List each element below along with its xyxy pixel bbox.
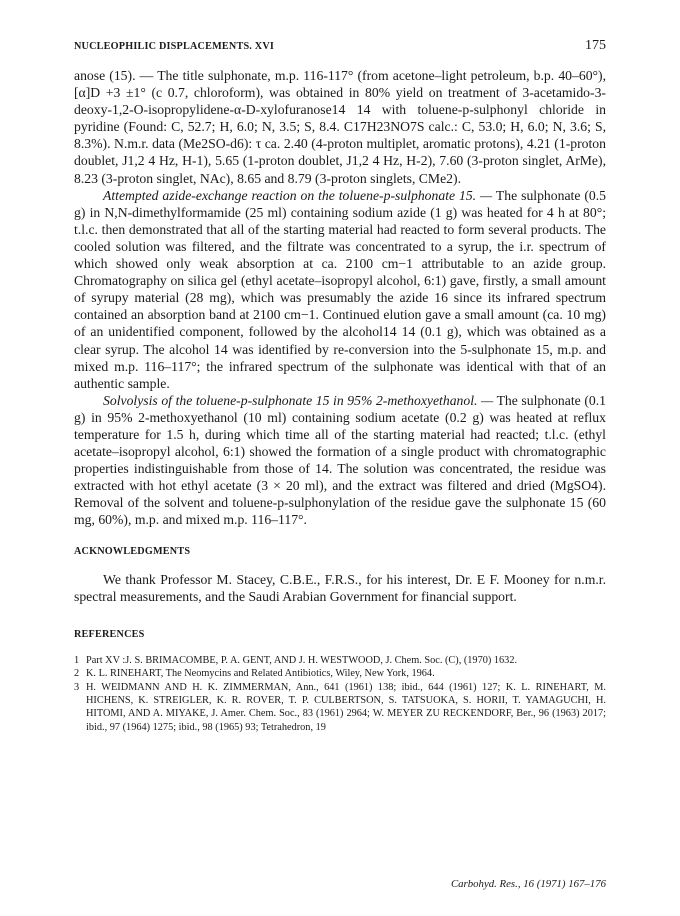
acknowledgments-text: We thank Professor M. Stacey, C.B.E., F.R.S., for his interest, Dr. E F. Mooney for n.m.r. spectral measurements, and the Saudi Arabian Government for financial support. xyxy=(74,571,606,604)
running-head xyxy=(74,38,606,54)
paragraph-solvolysis-text: The sulphonate (0.1 g) in 95% 2-methoxyethanol (10 ml) containing sodium acetate (0.2 g) was heated at reflux temperature for 1.5 h, during which time all of the starting material had reacted; t.l.c. (ethyl acetate–isopropyl alcohol, 6:1) showed the formation of a single product with chromatographic properties indistinguishable from those of 14. The solution was concentrated, the residue was extracted with hot ethyl acetate (3 × 20 ml), and the extract was filtered and dried (MgSO4). Removal of the solvent and toluene-p-sulphonylation of the residue gave the sulphonate 15 (60 mg, 60%), m.p. and mixed m.p. 116–117°. xyxy=(74,392,606,528)
reference-item xyxy=(74,681,606,735)
reference-text: H. WEIDMANN AND H. K. ZIMMERMAN, Ann., 641 (1961) 138; ibid., 644 (1961) 127; K. L. RINEHART, M. HICHENS, K. STREIGLER, K. R. ROVER, T. P. CULBERTSON, S. TATSUOKA, S. HORII, T. YAMAGUCHI, H. HITOMI, AND A. MIYAKE, J. Amer. Chem. Soc., 83 (1961) 2964; W. MEYER ZU RECKENDORF, Ber., 96 (1963) 2017; ibid., 97 (1964) 1275; ibid., 98 (1965) 93; Tetrahedron, 19 xyxy=(86,681,606,733)
reference-text: Part XV :J. S. BRIMACOMBE, P. A. GENT, AND J. H. WESTWOOD, J. Chem. Soc. (C), (1970) 1632. xyxy=(86,654,518,666)
references-heading: REFERENCES xyxy=(74,628,145,640)
reference-list xyxy=(74,654,606,734)
reference-text: K. L. RINEHART, The Neomycins and Related Antibiotics, Wiley, New York, 1964. xyxy=(86,668,435,680)
subheading-azide-exchange: Attempted azide-exchange reaction on the toluene-p-sulphonate 15. — xyxy=(103,187,493,203)
paragraph-solvolysis xyxy=(74,392,606,529)
reference-number: 3 xyxy=(74,681,80,693)
reference-number: 1 xyxy=(74,654,80,666)
reference-item xyxy=(74,667,606,680)
reference-item xyxy=(74,654,606,667)
paragraph-compound-15: anose (15). — The title sulphonate, m.p. 116-117° (from acetone–light petroleum, b.p. 40–60°), [α]D +3 ±1° (c 0.7, chloroform), was obtained in 80% yield on treatment of 3-acetamido-3-deoxy-1,2-O-isopropylidene-α-D-xylofuranose14 14 with toluene-p-sulphonyl chloride in pyridine (Found: C, 52.7; H, 6.0; N, 3.5; S, 8.4. C17H23NO7S calc.: C, 53.0; H, 6.0; N, 3.6; S, 8.3%). N.m.r. data (Me2SO-d6): τ ca. 2.40 (4-proton multiplet, aromatic protons), 4.21 (1-proton doublet, J1,2 4 Hz, H-1), 5.65 (1-proton doublet, J1,2 4 Hz, H-2), 7.60 (3-proton singlet, ArMe), 8.23 (3-proton singlet, NAc), 8.65 and 8.79 (3-proton singlets, CMe2). xyxy=(74,68,606,186)
paragraph-azide-exchange-text: The sulphonate (0.5 g) in N,N-dimethylformamide (25 ml) containing sodium azide (1 g) was heated for 4 h at 80°; t.l.c. then demonstrated that all of the starting material had reacted to form several products. The cooled solution was filtered, and the filtrate was concentrated to a syrup, the i.r. spectrum of which showed only weak absorption at ca. 2100 cm−1 attributable to an azide group. Chromatography on silica gel (ethyl acetate–isopropyl alcohol, 6:1) gave, firstly, a small amount of syrupy material (28 mg), which was presumably the azide 16 since its infrared spectrum contained an absorption band at 2100 cm−1. Continued elution gave a small amount (ca. 10 mg) of an unidentified component, followed by the alcohol14 14 (0.1 g), which was obtained as a clear syrup. The alcohol 14 was identified by re-conversion into the 5-sulphonate 15, m.p. and mixed m.p. 116–117°; the infrared spectrum of the sulphonate was identical with that of an authentic sample. xyxy=(74,187,607,391)
running-head-title: NUCLEOPHILIC DISPLACEMENTS. XVI xyxy=(74,41,275,52)
paragraph-azide-exchange xyxy=(74,187,606,392)
acknowledgments-heading: ACKNOWLEDGMENTS xyxy=(74,545,191,557)
journal-footer: Carbohyd. Res., 16 (1971) 167–176 xyxy=(450,878,606,890)
reference-number: 2 xyxy=(74,668,80,680)
body-text xyxy=(74,67,606,734)
page-number: 175 xyxy=(585,38,606,53)
subheading-solvolysis: Solvolysis of the toluene-p-sulphonate 15 in 95% 2-methoxyethanol. — xyxy=(103,392,494,408)
